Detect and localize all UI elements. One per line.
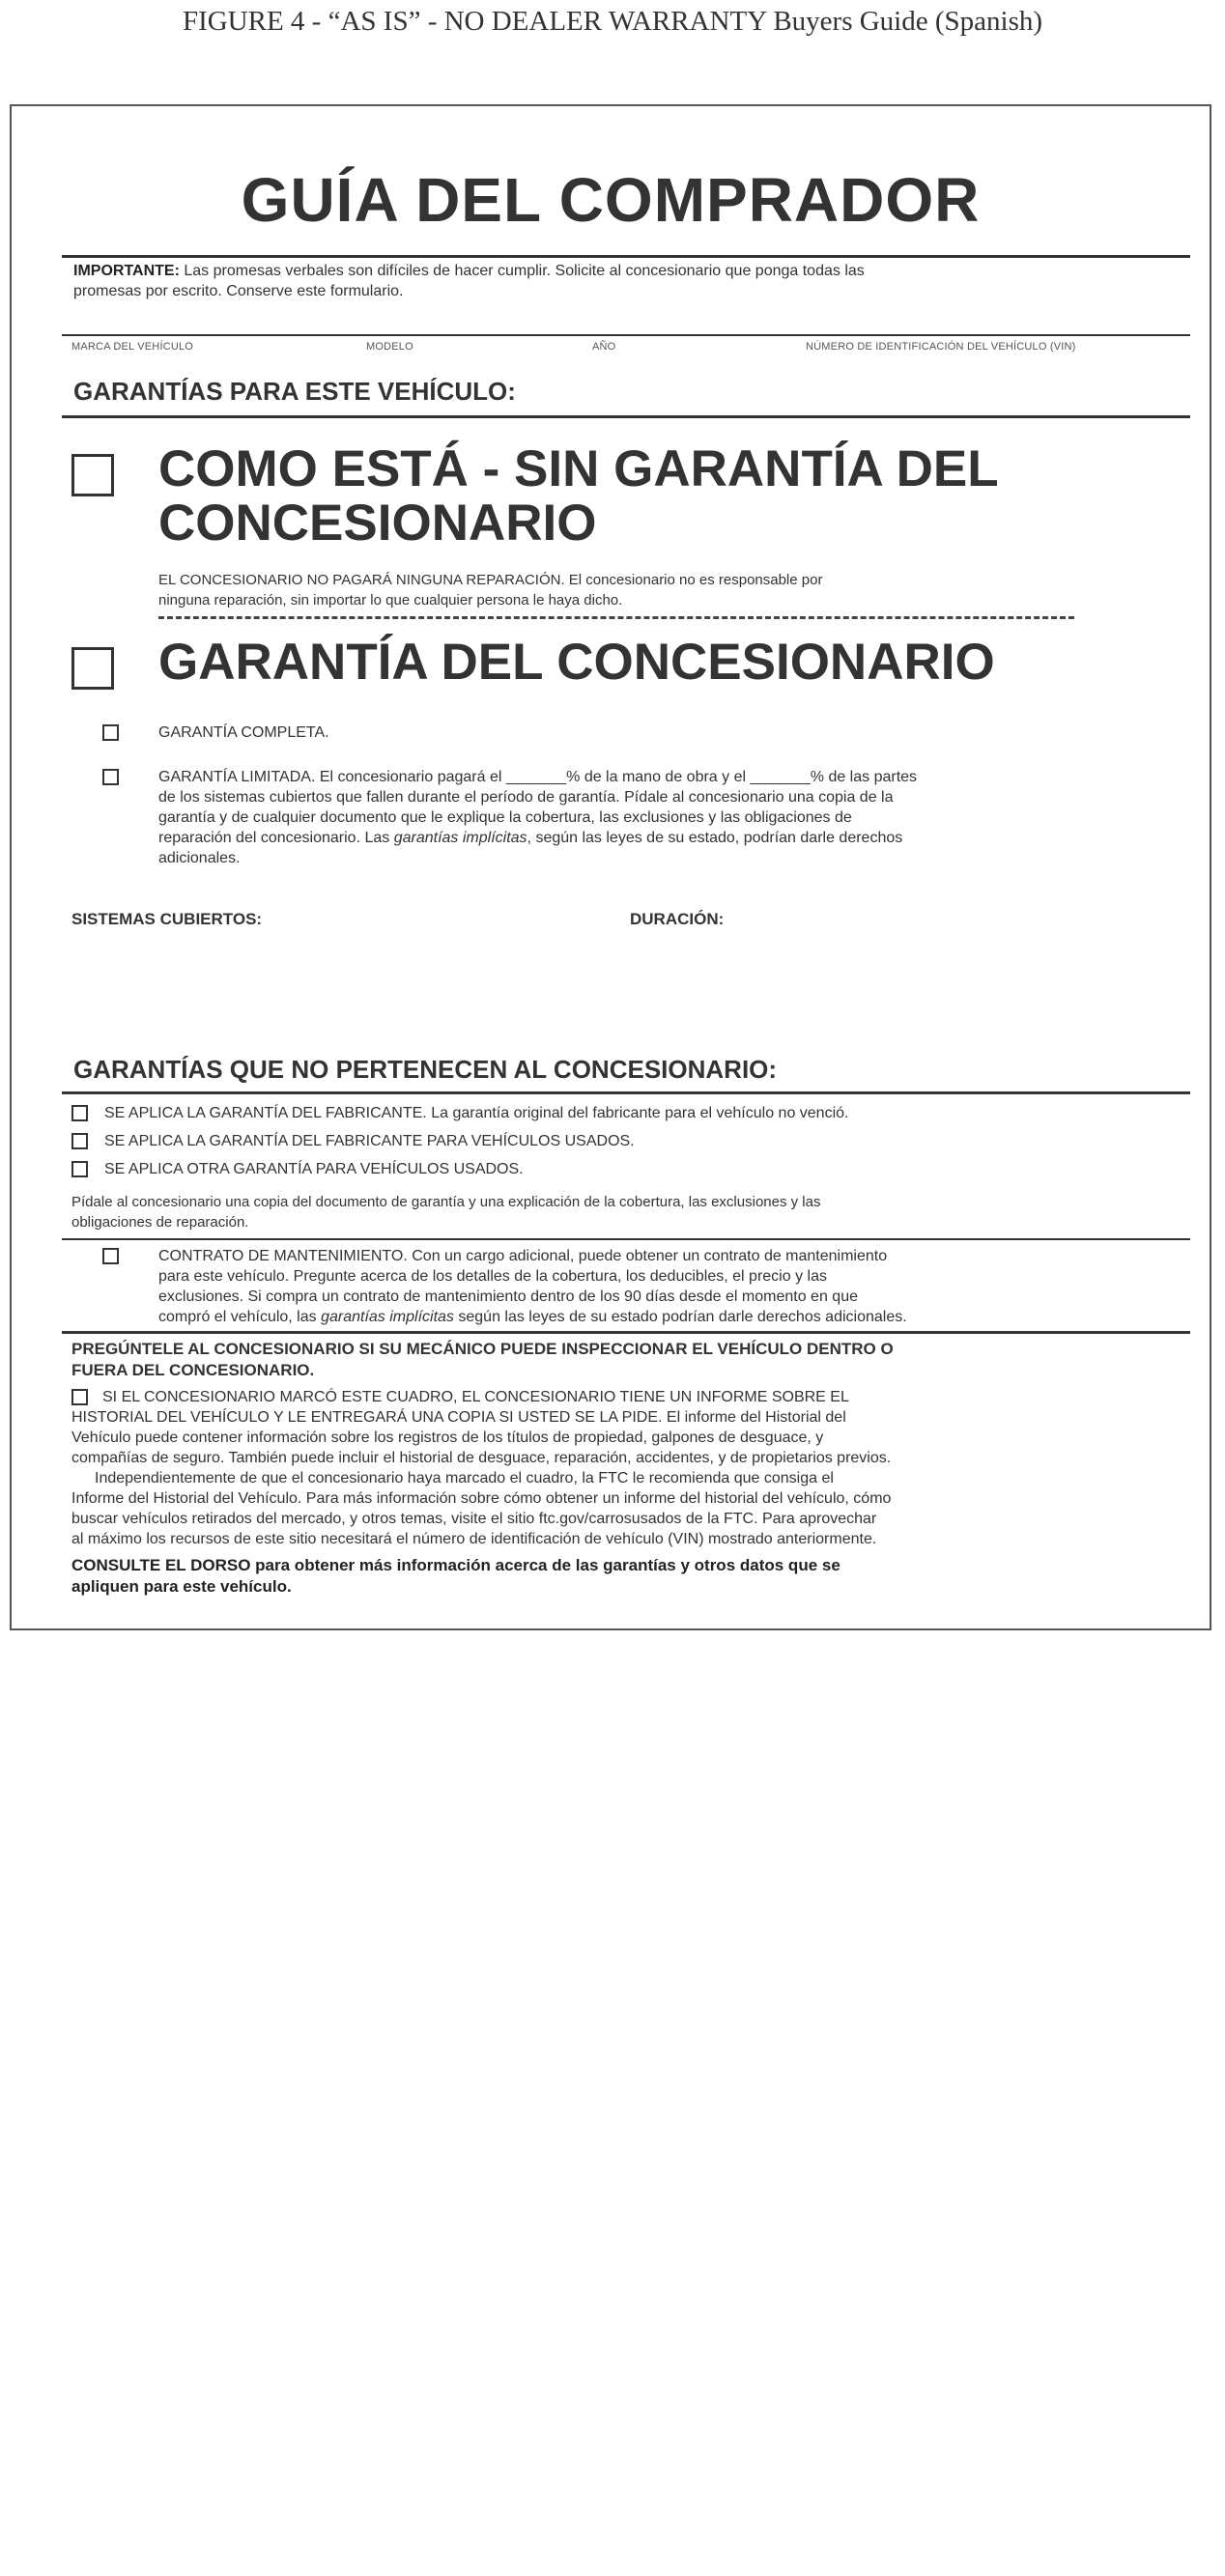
as-is-description (158, 570, 822, 610)
dealer-warranty-checkbox[interactable] (71, 647, 114, 690)
history-line-5: Independientemente de que el concesionario haya marcado el cuadro, la FTC le recomienda que consiga el (95, 1470, 834, 1486)
service-line-4-emphasis: garantías implícitas (321, 1309, 454, 1325)
manufacturer-warranty-label: SE APLICA LA GARANTÍA DEL FABRICANTE. La garantía original del fabricante para el vehículo no venció. (104, 1105, 849, 1121)
footer-note (71, 1555, 840, 1598)
as-is-heading-line-2: CONCESIONARIO (158, 495, 597, 552)
important-line-2: promesas por escrito. Conserve este formulario. (73, 283, 404, 299)
manufacturer-warranty-checkbox[interactable] (71, 1105, 88, 1121)
manufacturer-used-warranty-label: SE APLICA LA GARANTÍA DEL FABRICANTE PARA VEHÍCULOS USADOS. (104, 1133, 635, 1149)
history-line-3: Vehículo puede contener información sobre los registros de los títulos de propiedad, galpones de desguace, y (71, 1430, 824, 1446)
as-is-desc-line-1: EL CONCESIONARIO NO PAGARÁ NINGUNA REPARACIÓN. El concesionario no es responsable por (158, 572, 823, 588)
limited-line-4-post: , según las leyes de su estado, podrían darle derechos (527, 830, 903, 846)
dealer-warranty-heading: GARANTÍA DEL CONCESIONARIO (158, 634, 995, 691)
footer-bold: CONSULTE EL DORSO (71, 1556, 251, 1574)
service-divider (62, 1238, 1190, 1240)
as-is-heading-line-1: COMO ESTÁ - SIN GARANTÍA DEL (158, 440, 999, 497)
inspect-question (71, 1339, 894, 1381)
limited-warranty-text (158, 767, 917, 868)
warranties-divider (62, 415, 1190, 418)
other-used-warranty-checkbox[interactable] (71, 1161, 88, 1177)
full-warranty-checkbox[interactable] (102, 724, 119, 741)
footer-line-2: apliquen para este vehículo. (71, 1577, 292, 1596)
non-dealer-note-line-1: Pídale al concesionario una copia del documento de garantía y una explicación de la cobertura, las exclusiones y las (71, 1194, 821, 1210)
history-line-6: Informe del Historial del Vehículo. Para más información sobre cómo obtener un informe del historial del vehículo, cómo (71, 1490, 892, 1507)
important-notice (73, 261, 865, 301)
service-contract-checkbox[interactable] (102, 1248, 119, 1264)
limited-line-4-pre: reparación del concesionario. Las (158, 830, 394, 846)
as-is-heading (158, 442, 999, 551)
warranties-heading: GARANTÍAS PARA ESTE VEHÍCULO: (73, 377, 516, 406)
history-line-8: al máximo los recursos de este sitio necesitará el número de identificación de vehículo (VIN) mostrado anteriormente. (71, 1531, 877, 1547)
important-line-1: Las promesas verbales son difíciles de hacer cumplir. Solicite al concesionario que ponga todas las (184, 263, 865, 279)
as-is-desc-line-2: ninguna reparación, sin importar lo que cualquier persona le haya dicho. (158, 592, 623, 609)
vehicle-history-text (71, 1387, 1192, 1549)
inspect-line-1: PREGÚNTELE AL CONCESIONARIO SI SU MECÁNICO PUEDE INSPECCIONAR EL VEHÍCULO DENTRO O (71, 1340, 894, 1358)
dashed-divider (158, 616, 1074, 619)
vehicle-make-label: MARCA DEL VEHÍCULO (71, 341, 194, 353)
title-divider (62, 255, 1190, 258)
service-line-3: exclusiones. Si compra un contrato de mantenimiento dentro de los 90 días desde el momento en que (158, 1288, 858, 1305)
manufacturer-used-warranty-checkbox[interactable] (71, 1133, 88, 1149)
limited-line-1: GARANTÍA LIMITADA. El concesionario pagará el _______% de la mano de obra y el _______% de las partes (158, 769, 918, 785)
service-contract-text (158, 1246, 907, 1327)
systems-covered-label: SISTEMAS CUBIERTOS: (71, 910, 263, 928)
limited-line-4-emphasis: garantías implícitas (393, 830, 527, 846)
vehicle-fields-line (62, 334, 1190, 336)
limited-line-3: garantía y de cualquier documento que le explique la cobertura, las exclusiones y las obligaciones de (158, 809, 852, 826)
form-title: GUÍA DEL COMPRADOR (241, 165, 981, 235)
non-dealer-divider (62, 1091, 1190, 1094)
limited-warranty-checkbox[interactable] (102, 769, 119, 785)
duration-label: DURACIÓN: (630, 910, 725, 928)
buyers-guide-form (10, 104, 1211, 1630)
vehicle-vin-label: NÚMERO DE IDENTIFICACIÓN DEL VEHÍCULO (VIN) (806, 341, 1076, 353)
inspect-divider (62, 1331, 1190, 1334)
history-line-4: compañías de seguro. También puede incluir el historial de desguace, reparación, accidentes, y de propietarios previos. (71, 1450, 892, 1466)
service-line-4-pre: compró el vehículo, las (158, 1309, 322, 1325)
other-used-warranty-label: SE APLICA OTRA GARANTÍA PARA VEHÍCULOS USADOS. (104, 1161, 524, 1177)
service-line-4-post: según las leyes de su estado podrían darle derechos adicionales. (453, 1309, 907, 1325)
inspect-line-2: FUERA DEL CONCESIONARIO. (71, 1361, 315, 1379)
non-dealer-note-line-2: obligaciones de reparación. (71, 1214, 249, 1231)
non-dealer-note (71, 1192, 820, 1232)
non-dealer-heading: GARANTÍAS QUE NO PERTENECEN AL CONCESIONARIO: (73, 1055, 778, 1084)
service-line-1: CONTRATO DE MANTENIMIENTO. Con un cargo adicional, puede obtener un contrato de mantenimiento (158, 1248, 888, 1264)
history-line-2: HISTORIAL DEL VEHÍCULO Y LE ENTREGARÁ UNA COPIA SI USTED SE LA PIDE. El informe del Historial del (71, 1409, 846, 1426)
as-is-checkbox[interactable] (71, 454, 114, 496)
history-line-7: buscar vehículos retirados del mercado, y otros temas, visite el sitio ftc.gov/carrosusados de la FTC. Para aprovechar (71, 1511, 877, 1527)
limited-line-2: de los sistemas cubiertos que fallen durante el período de garantía. Pídale al concesionario una copia de la (158, 789, 894, 806)
footer-rest: para obtener más información acerca de las garantías y otros datos que se (250, 1556, 840, 1574)
important-label: IMPORTANTE: (73, 263, 180, 279)
service-line-2: para este vehículo. Pregunte acerca de los detalles de la cobertura, los deducibles, el precio y las (158, 1268, 827, 1285)
limited-line-5: adicionales. (158, 850, 241, 866)
full-warranty-label: GARANTÍA COMPLETA. (158, 724, 329, 741)
vehicle-year-label: AÑO (592, 341, 616, 353)
figure-caption: FIGURE 4 - “AS IS” - NO DEALER WARRANTY Buyers Guide (Spanish) (182, 6, 1043, 37)
vehicle-model-label: MODELO (366, 341, 413, 353)
history-line-1: SI EL CONCESIONARIO MARCÓ ESTE CUADRO, EL CONCESIONARIO TIENE UN INFORME SOBRE EL (102, 1389, 849, 1405)
